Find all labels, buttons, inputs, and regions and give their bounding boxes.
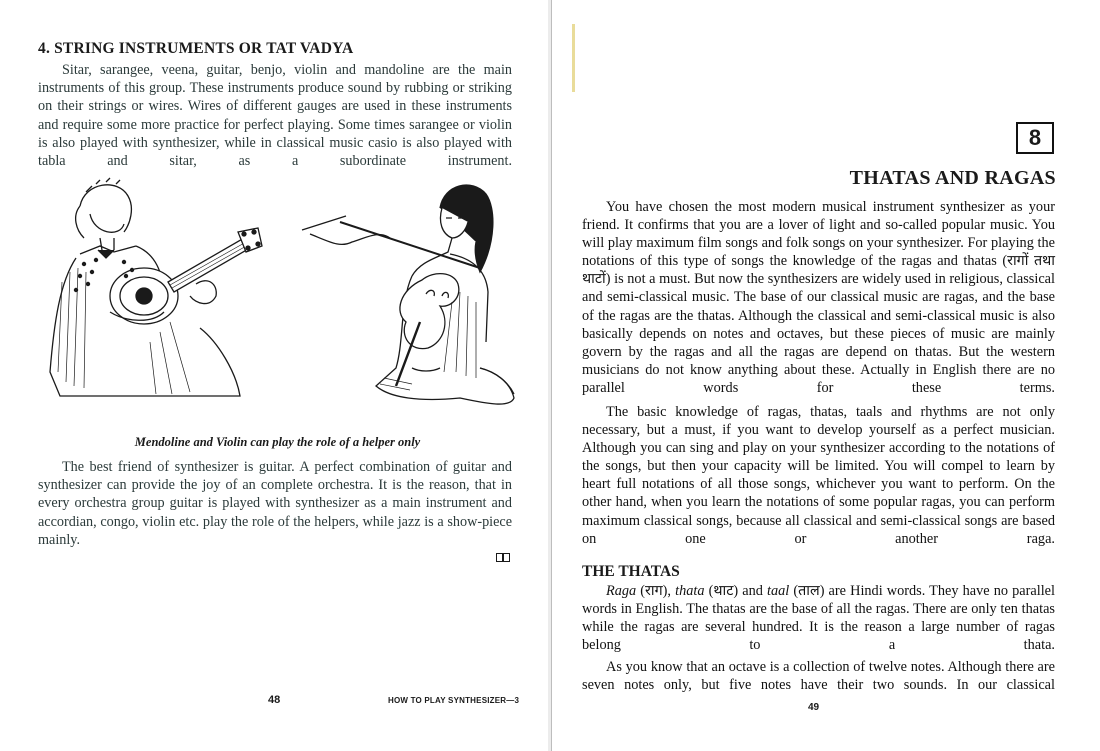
figure-caption: Mendoline and Violin can play the role of a helper only	[134, 435, 421, 449]
thata-hindi: (थाट) and	[704, 583, 768, 599]
book-icon	[496, 553, 510, 562]
right-paragraph-1: You have chosen the most modern musical instrument synthesizer as your friend. It confirms that you are a lover of light and so-called popular music. You will play maximum film songs and folk songs on your synthesizer. For playing the notations of this type of songs the knowledge of the ragas and thatas (रागों तथा थाटों) is not a must. But now the synthesizers are widely used in religious, classical and semi-classical music. The base of our classical music are ragas, and the base of the ragas are the thatas. Although the classical and semi-classical music is also basically depends on notes and octaves, but these pieces of music are mainly govern by the ragas and all the ragas are depend on thatas. But the western musicians do not know anything about these. Actually in English there are no parallel words for these terms.	[582, 199, 1055, 396]
paragraph-3-rest: (ताल) are Hindi words. They have no parallel words in English. The thatas are the base of all the ragas. There are only ten thatas while the ragas are several hundred. It is the reason a large number of ragas belong to a thata.	[582, 583, 1055, 654]
page-number-49: 49	[808, 702, 820, 713]
left-paragraph-2: The best friend of synthesizer is guitar. A perfect combination of guitar and synthesizer can provide the joy of an complete orchestra. It is the reason, that in every orchestra group guitar is played with synthesizer as a main instrument and accordian, congo, violin etc. play the role of the helpers, while jazz is a show-piece mainly.	[38, 459, 512, 548]
term-thata: thata	[675, 583, 705, 599]
left-paragraph-1: Sitar, sarangee, veena, guitar, benjo, violin and mandoline are the main instruments of this group. These instruments produce sound by rubbing or striking on their strings or wires. Wires of different gauges are used in these instruments and require some more practice for perfect playing. Some times sarangee or violin is also played with synthesizer, while in classical music casio is also played with tabla and sitar, as a subordinate instrument.	[38, 62, 512, 170]
chapter-number-box: 8	[1016, 122, 1054, 154]
paper-mark	[572, 24, 575, 92]
instruments-illustration	[40, 172, 518, 422]
sub-heading-thatas: THE THATAS	[582, 563, 680, 580]
running-footer: HOW TO PLAY SYNTHESIZER—3	[388, 696, 520, 705]
section-heading: 4. STRING INSTRUMENTS OR TAT VADYA	[38, 40, 354, 57]
mandolin-player-illustration	[50, 178, 262, 396]
raga-hindi: (राग),	[636, 583, 676, 599]
term-taal: taal	[767, 583, 790, 599]
page-48	[0, 0, 549, 751]
violin-player-illustration	[302, 185, 514, 404]
right-paragraph-2: The basic knowledge of ragas, thatas, taals and rhythms are not only necessary, but a must, if you want to develop yourself as a perfect musician. Although you can sing and play on your synthesizer according to the notations of the songs, but then your capacity will be limited. You will compel to learn by heart full notations of all those songs, whichever you want to perform. On the other hand, when you learn the notations of some popular ragas, you can perform maximum classical songs, because all classical and semi-classical songs are based on one or another raga.	[582, 404, 1055, 547]
right-paragraph-4: As you know that an octave is a collection of twelve notes. Although there are seven notes only, but five notes have their two sounds. In our classical	[582, 659, 1055, 694]
term-raga: Raga	[606, 583, 637, 599]
chapter-title: THATAS AND RAGAS	[849, 167, 1056, 189]
page-number-48: 48	[268, 694, 281, 706]
